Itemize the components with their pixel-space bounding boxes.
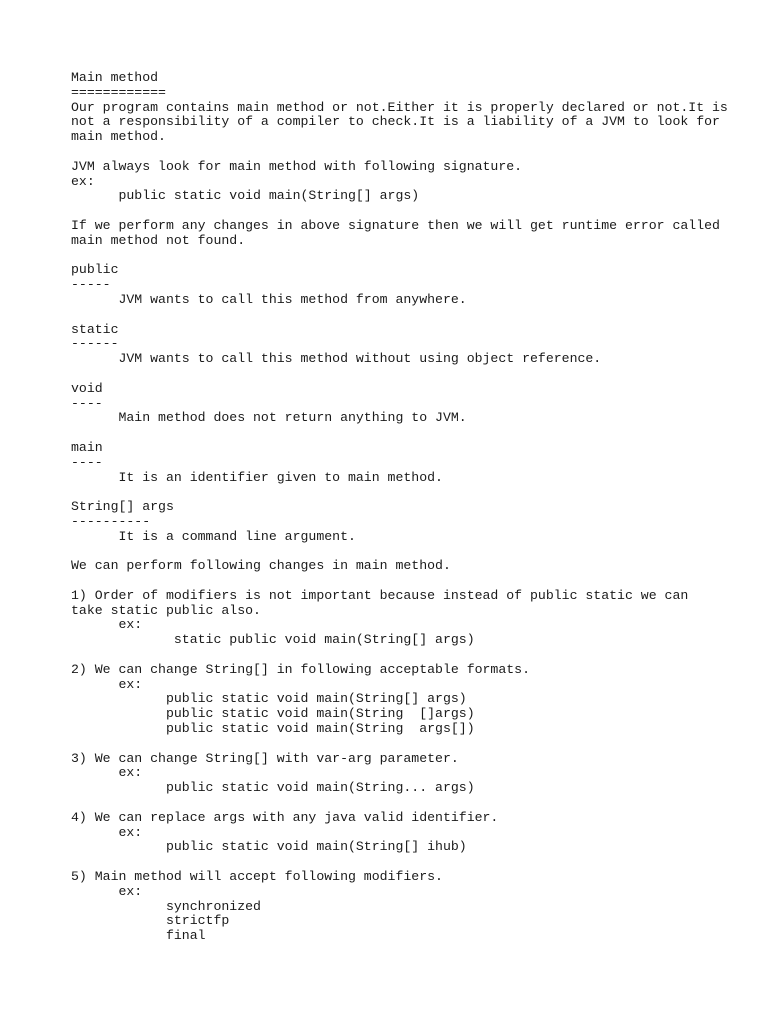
section-underline: ----: [71, 454, 103, 470]
modifier-item: synchronized: [71, 898, 261, 914]
section-heading-public: public: [71, 262, 119, 278]
blank-line: [71, 855, 731, 870]
section-heading-static: static: [71, 321, 119, 337]
modifier-item: final: [71, 928, 206, 944]
paragraph-line: not a responsibility of a compiler to check.It is a liability of a JVM to look for: [71, 114, 720, 130]
heading-main-method: Main method: [71, 70, 159, 85]
blank-line: [71, 545, 731, 560]
blank-line: [71, 204, 731, 219]
numbered-item-3: 3) We can change String[] with var-arg parameter.: [71, 750, 459, 766]
blank-line: [71, 367, 731, 382]
section-text: It is an identifier given to main method.: [71, 469, 443, 485]
code-line: static public void main(String[] args): [71, 632, 475, 648]
section-text: It is a command line argument.: [71, 528, 356, 544]
blank-line: [71, 249, 731, 264]
code-line: public static void main(String[] ihub): [71, 839, 467, 855]
section-text: JVM wants to call this method from anywhere.: [71, 291, 467, 307]
section-heading-string-args: String[] args: [71, 499, 174, 515]
heading-underline: ============: [71, 84, 166, 100]
example-label: ex:: [71, 824, 143, 840]
blank-line: [71, 574, 731, 589]
section-underline: -----: [71, 277, 111, 293]
numbered-item-4: 4) We can replace args with any java valid identifier.: [71, 809, 499, 825]
section-underline: ----: [71, 395, 103, 411]
section-underline: ------: [71, 336, 119, 352]
section-underline: ----------: [71, 513, 151, 529]
numbered-item-1: 1) Order of modifiers is not important because instead of public static we can: [71, 587, 689, 603]
section-text: Main method does not return anything to JVM.: [71, 410, 467, 426]
section-heading-main: main: [71, 439, 103, 455]
blank-line: [71, 485, 731, 500]
section-heading-void: void: [71, 380, 103, 396]
example-label: ex:: [71, 676, 143, 692]
blank-line: [71, 737, 731, 752]
blank-line: [71, 796, 731, 811]
paragraph-line: If we perform any changes in above signature then we will get runtime error called: [71, 217, 720, 233]
section-text: JVM wants to call this method without using object reference.: [71, 351, 602, 367]
paragraph-line: We can perform following changes in main method.: [71, 558, 451, 574]
code-line: public static void main(String[] args): [71, 188, 420, 204]
blank-line: [71, 308, 731, 323]
code-line: public static void main(String []args): [71, 706, 475, 722]
blank-line: [71, 648, 731, 663]
document-body: [71, 71, 731, 944]
modifier-item: strictfp: [71, 913, 230, 929]
example-label: ex:: [71, 765, 143, 781]
numbered-item-1-cont: take static public also.: [71, 602, 261, 618]
paragraph-line: JVM always look for main method with following signature.: [71, 158, 523, 174]
blank-line: [71, 426, 731, 441]
example-label: ex:: [71, 883, 143, 899]
example-label: ex:: [71, 617, 143, 633]
numbered-item-2: 2) We can change String[] in following acceptable formats.: [71, 661, 530, 677]
paragraph-line: main method not found.: [71, 232, 246, 248]
paragraph-line: Our program contains main method or not.Either it is properly declared or not.It is: [71, 99, 728, 115]
paragraph-line: main method.: [71, 129, 166, 145]
example-label: ex:: [71, 173, 95, 189]
blank-line: [71, 145, 731, 160]
code-line: public static void main(String... args): [71, 780, 475, 796]
numbered-item-5: 5) Main method will accept following modifiers.: [71, 869, 443, 885]
code-line: public static void main(String args[]): [71, 721, 475, 737]
code-line: public static void main(String[] args): [71, 691, 467, 707]
